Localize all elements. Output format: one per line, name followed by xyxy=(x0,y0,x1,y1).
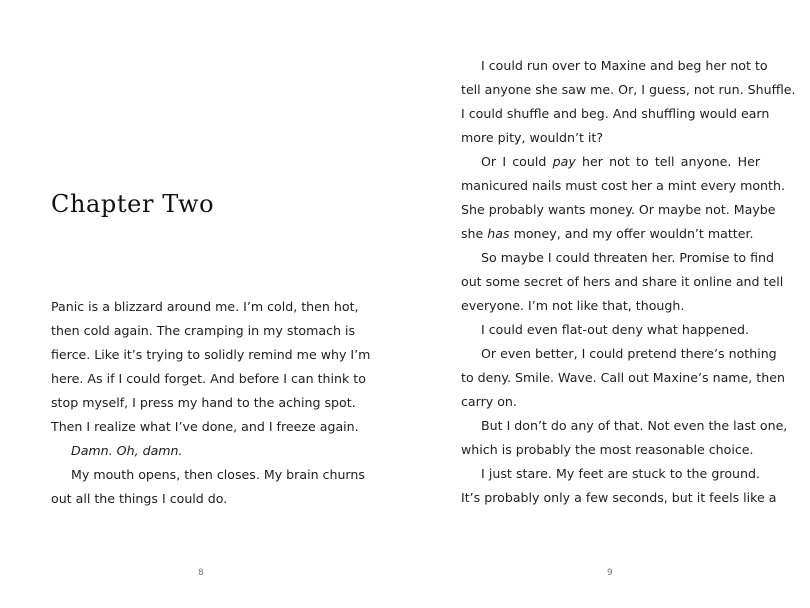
text-line: out some secret of hers and share it online and tell xyxy=(461,274,784,289)
text-line: I just stare. My feet are stuck to the ground. xyxy=(481,466,760,481)
text-line: stop myself, I press my hand to the aching spot. xyxy=(51,395,356,410)
text-line: It’s probably only a few seconds, but it feels like a xyxy=(461,490,777,505)
paragraph xyxy=(461,342,785,414)
text-line: So maybe I could threaten her. Promise to find xyxy=(481,250,775,265)
italic-text-line: Damn. Oh, damn. xyxy=(71,443,183,458)
text-line: I could run over to Maxine and beg her not to xyxy=(481,58,768,73)
text-line: out all the things I could do. xyxy=(51,491,228,506)
text-run: money, and my offer wouldn’t matter. xyxy=(509,226,754,241)
paragraph xyxy=(51,463,365,511)
paragraph xyxy=(51,439,350,463)
right-page-body xyxy=(461,54,796,510)
left-page-body xyxy=(51,295,371,511)
paragraph xyxy=(461,54,796,150)
paragraph xyxy=(461,150,785,246)
text-line: Panic is a blizzard around me. I’m cold, then hot, xyxy=(51,299,359,314)
text-line xyxy=(461,150,760,174)
paragraph xyxy=(461,414,788,462)
text-run: Or I could xyxy=(481,154,553,169)
emphasis-text: pay xyxy=(552,154,576,169)
right-page xyxy=(405,0,810,608)
text-line: Then I realize what I’ve done, and I freeze again. xyxy=(51,419,359,434)
chapter-title: Chapter Two xyxy=(51,190,215,218)
paragraph xyxy=(461,462,777,510)
text-line: more pity, wouldn’t it? xyxy=(461,130,604,145)
text-line: here. As if I could forget. And before I can think to xyxy=(51,371,366,386)
emphasis-text: has xyxy=(487,226,510,241)
paragraph xyxy=(51,295,371,439)
page-number: 8 xyxy=(198,568,204,578)
text-line: I could even flat-out deny what happened. xyxy=(481,322,750,337)
text-line: I could shuffle and beg. And shuffling would earn xyxy=(461,106,770,121)
text-line xyxy=(461,222,760,246)
text-run: she xyxy=(461,226,488,241)
text-line: But I don’t do any of that. Not even the last one, xyxy=(481,418,788,433)
text-line: fierce. Like it’s trying to solidly remind me why I’m xyxy=(51,347,371,362)
text-line: manicured nails must cost her a mint every month. xyxy=(461,178,785,193)
text-line: tell anyone she saw me. Or, I guess, not run. Shuffle. xyxy=(461,82,796,97)
text-line: which is probably the most reasonable choice. xyxy=(461,442,754,457)
paragraph xyxy=(461,246,784,318)
page-number: 9 xyxy=(607,568,613,578)
text-line: My mouth opens, then closes. My brain churns xyxy=(71,467,365,482)
text-line: everyone. I’m not like that, though. xyxy=(461,298,685,313)
paragraph xyxy=(461,318,760,342)
text-line: Or even better, I could pretend there’s nothing xyxy=(481,346,777,361)
text-line: to deny. Smile. Wave. Call out Maxine’s name, then xyxy=(461,370,785,385)
text-line: She probably wants money. Or maybe not. Maybe xyxy=(461,202,776,217)
text-line: then cold again. The cramping in my stomach is xyxy=(51,323,356,338)
text-run: her not to tell anyone. Her xyxy=(575,154,760,169)
text-line: carry on. xyxy=(461,394,517,409)
